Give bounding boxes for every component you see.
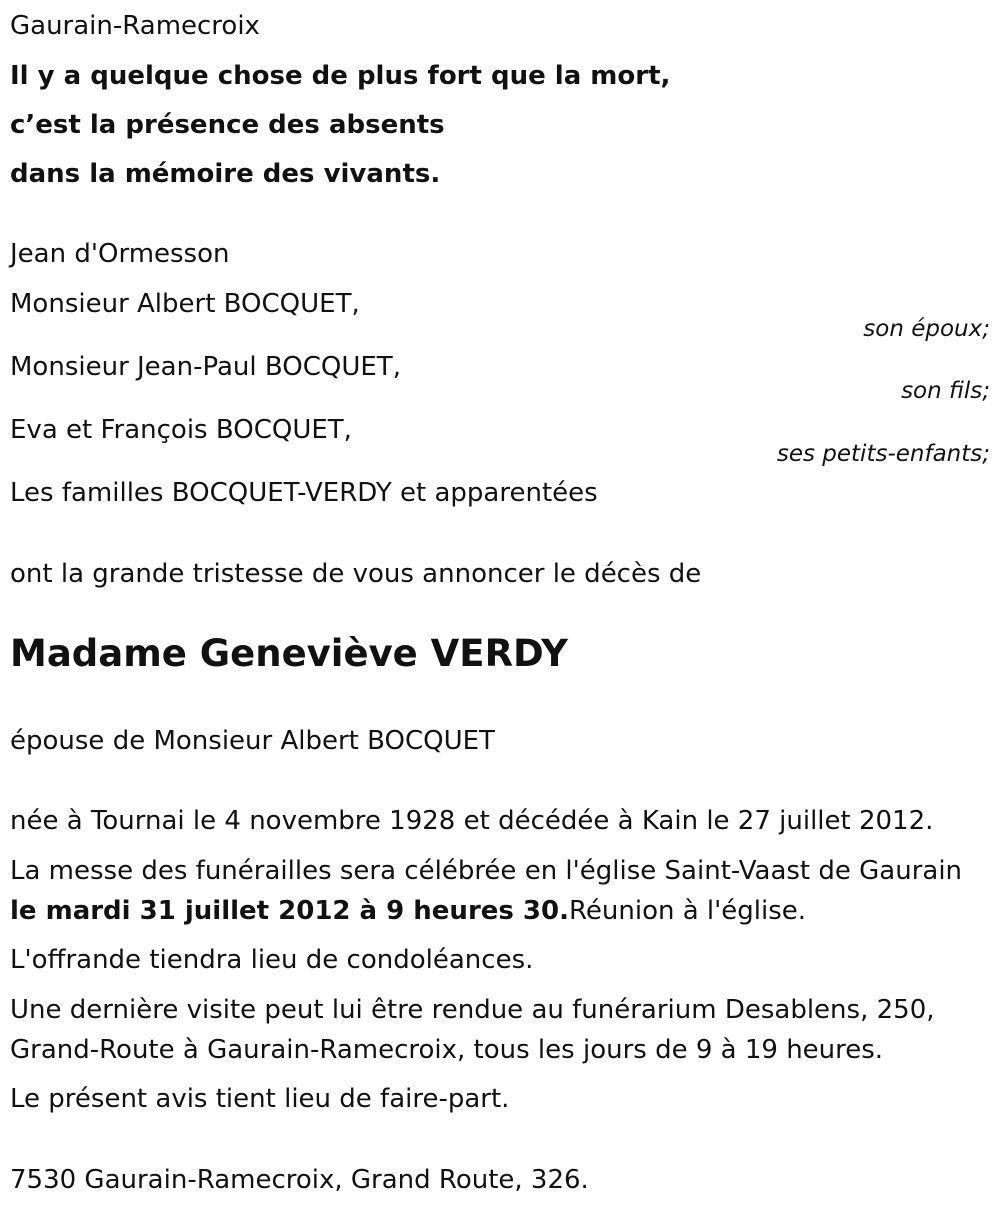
- funeral-date: le mardi 31 juillet 2012 à 9 heures 30.: [10, 896, 569, 926]
- funeral-meeting: Réunion à l'église.: [569, 896, 807, 926]
- address-line: 7530 Gaurain-Ramecroix, Grand Route, 326.: [10, 1165, 589, 1195]
- family-member-name: Les familles BOCQUET-VERDY et apparentées: [10, 478, 598, 508]
- deceased-name: Madame Geneviève VERDY: [10, 632, 568, 675]
- funeral-mass-line: La messe des funérailles sera célébrée en l'église Saint-Vaast de Gaurain: [10, 856, 963, 886]
- family-member-relation: son époux;: [863, 316, 990, 342]
- spouse-line: épouse de Monsieur Albert BOCQUET: [10, 726, 495, 756]
- family-member-name: Monsieur Jean-Paul BOCQUET,: [10, 352, 401, 382]
- location-heading: Gaurain-Ramecroix: [10, 11, 260, 41]
- quote-line-1: Il y a quelque chose de plus fort que la mort,: [10, 61, 671, 91]
- birth-death-dates: née à Tournai le 4 novembre 1928 et décédée à Kain le 27 juillet 2012.: [10, 806, 934, 836]
- funeral-date-line: [10, 895, 806, 927]
- quote-author: Jean d'Ormesson: [10, 239, 230, 269]
- visit-line-2: Grand-Route à Gaurain-Ramecroix, tous les jours de 9 à 19 heures.: [10, 1035, 884, 1065]
- family-member-relation: son fils;: [901, 378, 990, 404]
- offering-line: L'offrande tiendra lieu de condoléances.: [10, 945, 534, 975]
- family-member-name: Monsieur Albert BOCQUET,: [10, 289, 360, 319]
- family-member-relation: ses petits-enfants;: [776, 441, 990, 467]
- quote-line-3: dans la mémoire des vivants.: [10, 159, 441, 189]
- family-member-name: Eva et François BOCQUET,: [10, 415, 352, 445]
- visit-line-1: Une dernière visite peut lui être rendue au funérarium Desablens, 250,: [10, 995, 935, 1025]
- notice-line: Le présent avis tient lieu de faire-part.: [10, 1084, 510, 1114]
- announcement-text: ont la grande tristesse de vous annoncer le décès de: [10, 559, 702, 589]
- quote-line-2: c’est la présence des absents: [10, 110, 445, 140]
